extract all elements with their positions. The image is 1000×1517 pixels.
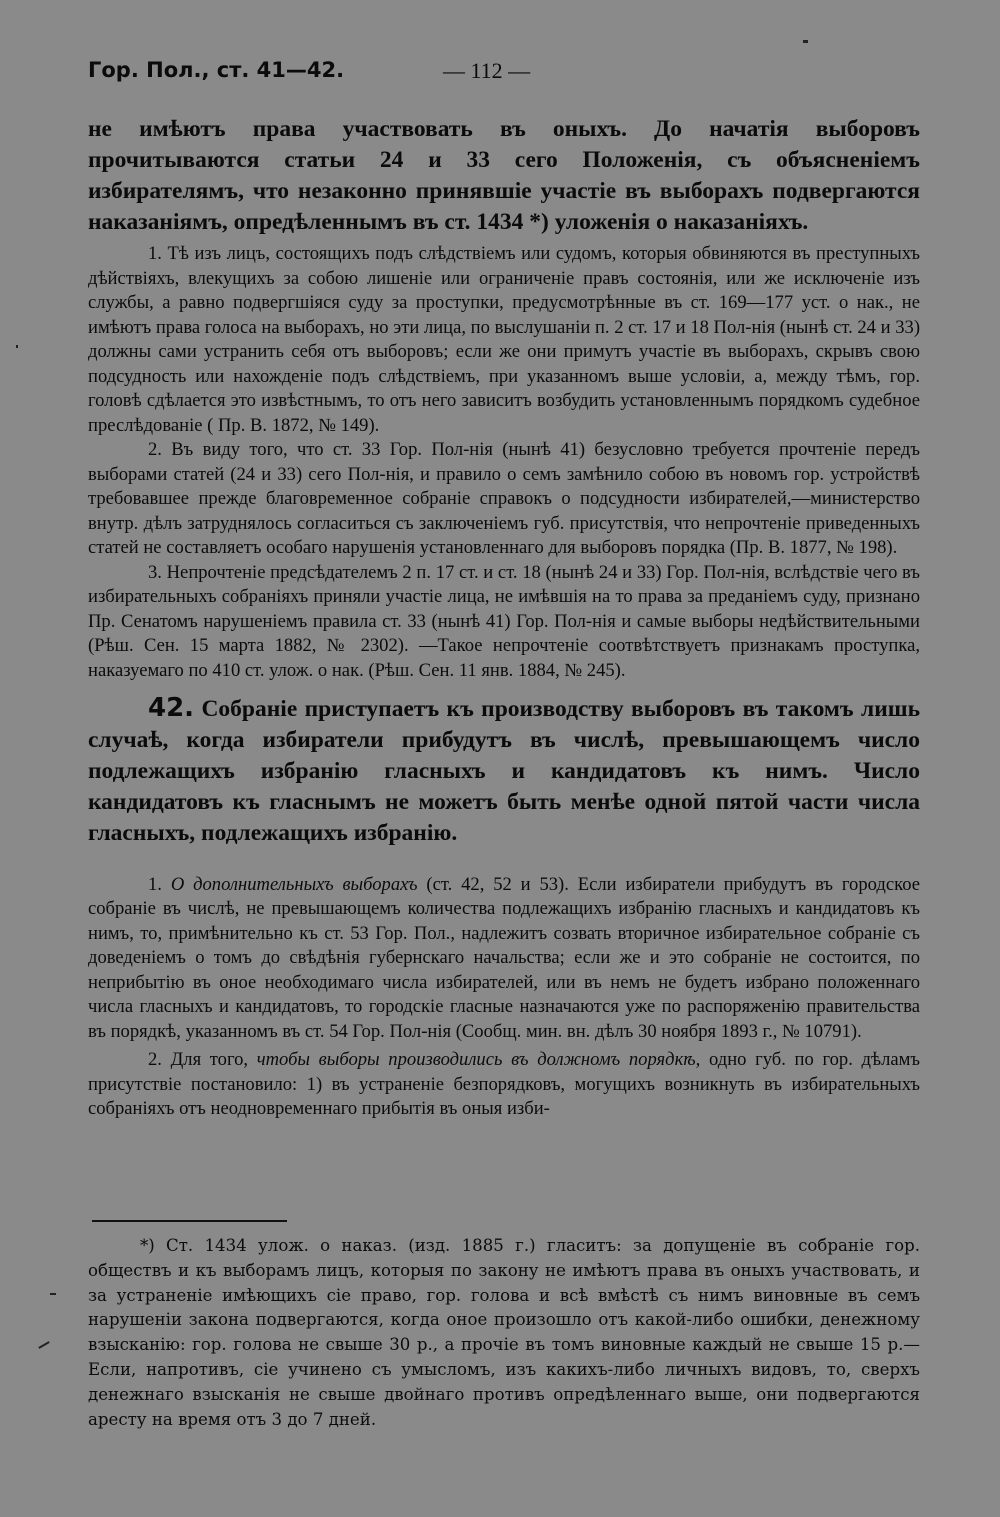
footnote: *) Ст. 1434 улож. о наказ. (изд. 1885 г.) гласитъ: за допущеніе въ собраніе гор. обществъ и къ выборамъ лицъ, которыя по закону не имѣютъ права въ оныхъ участвовать, и за устраненіе имѣющихъ сіе право, гор. голова и всѣ вмѣстѣ съ нимъ виновные въ семъ нарушеніи закона подвергаются, когда оное произошло отъ какой-либо ошибки, денежному взысканію: гор. голова не свыше 30 р., а прочіе въ томъ виновные каждый не свыше 15 р.—Если, напротивъ, сіе учинено съ умысломъ, изъ какихъ-либо личныхъ видовъ, то, сверхъ денежнаго взысканія не свыше двойнаго противъ опредѣленнаго выше, они подвергаются аресту на время отъ 3 до 7 дней. [88, 1236, 920, 1429]
page-header [88, 52, 920, 92]
note-42-1-prefix: 1. [148, 873, 171, 895]
note-42-1-italic: О дополнительныхъ выборахъ [170, 873, 418, 895]
page-body [88, 52, 920, 1126]
running-head: Гор. Пол., ст. 41—42. [88, 58, 345, 82]
note-41-3: 3. Непрочтеніе предсѣдателемъ 2 п. 17 ст. и ст. 18 (нынѣ 24 и 33) Гор. Пол-нія, вслѣдствіе чего въ избирательныхъ собраніяхъ приняли участіе лица, не имѣвшія на то права за преданіемъ суду, признано Пр. Сенатомъ нарушеніемъ правила ст. 33 (нынѣ 41) Гор. Пол-нія и самые выборы недѣйствительными (Рѣш. Сен. 15 марта 1882, № 2302). —Такое непрочтеніе соотвѣтствуетъ признакамъ проступка, наказуемаго по 410 ст. улож. о нак. (Рѣш. Сен. 11 янв. 1884, № 245). [88, 561, 920, 681]
article-42 [88, 693, 920, 849]
note-42-2-italic: чтобы выборы производились въ должномъ порядкѣ, [256, 1049, 701, 1070]
scan-speck [38, 1341, 49, 1349]
scan-speck [50, 1293, 56, 1295]
note-42-2-prefix: 2. Для того, [148, 1049, 257, 1070]
note-41-1: 1. Тѣ изъ лицъ, состоящихъ подъ слѣдствіемъ или судомъ, которыя обвиняются въ преступныхъ дѣйствіяхъ, влекущихъ за собою лишеніе или ограниченіе правъ состоянія, или же исключеніе изъ службы, а равно подвергшіяся суду за проступки, предусмотрѣнные въ ст. 169—177 уст. о нак., не имѣютъ права голоса на выборахъ, но эти лица, по выслушаніи п. 2 ст. 17 и 18 Пол-нія (нынѣ ст. 24 и 33) должны сами устранить себя отъ выборовъ; если же они примутъ участіе въ выборахъ, скрывъ свою подсудность или нахожденіе подъ слѣдствіемъ, при указанномъ выше условіи, а, между тѣмъ, гор. головѣ сдѣлается это извѣстнымъ, то отъ него зависитъ возбудить установленнымъ порядкомъ судебное преслѣдованіе ( Пр. В. 1872, № 149). [88, 243, 921, 436]
page-number: — 112 — [443, 58, 531, 83]
note-42-2 [88, 1048, 920, 1122]
footnote-rule [92, 1220, 287, 1222]
notes-article-41 [88, 242, 920, 683]
article-42-text: Собраніе приступаетъ къ производству выборовъ въ такомъ лишь случаѣ, когда избиратели прибудутъ въ числѣ, превышающемъ число подлежащихъ избранію гласныхъ и кандидатовъ къ нимъ. Число кандидатовъ къ гласнымъ не можетъ быть менѣе одной пятой части числа гласныхъ, подлежащихъ избранію. [88, 696, 920, 846]
notes-article-42 [88, 873, 920, 1122]
article-41-continuation [88, 114, 920, 238]
note-42-1-text: (ст. 42, 52 и 53). Если избиратели прибудутъ въ городское собраніе въ числѣ, не превышающемъ количества подлежащихъ избранію гласныхъ и кандидатовъ къ нимъ, то, примѣнительно къ ст. 53 Гор. Пол., надлежитъ созвать вторичное избирательное собраніе съ доведеніемъ о томъ до свѣдѣнія губернскаго начальства; если же и это собраніе не состоится, по неприбытію въ оное необходимаго числа избирателей, или въ немъ не будетъ избрано положеннаго числа гласныхъ и кандидатовъ, то городскіе гласные назначаются уже по распоряженію правительства въ порядкѣ, указанномъ въ ст. 54 Гор. Пол-нія (Сообщ. мин. вн. дѣлъ 30 ноября 1893 г., № 10791). [88, 873, 920, 1042]
scan-speck [16, 345, 18, 348]
note-42-1 [88, 873, 920, 1045]
note-41-2: 2. Въ виду того, что ст. 33 Гор. Пол-нія (нынѣ 41) безусловно требуется прочтеніе передъ выборами статей (24 и 33) сего Пол-нія, и правило о семъ замѣнило собою въ новомъ гор. устройствѣ требовавшее прежде благовременное собраніе справокъ о подсудности избирателей,—министерство внутр. дѣлъ затруднялось согласиться съ заключеніемъ губ. присутствія, что непрочтеніе приведенныхъ статей не составляетъ особаго нарушенія установленнаго для выборовъ порядка (Пр. В. 1877, № 198). [88, 439, 920, 558]
main-paragraph: не имѣютъ права участвовать въ оныхъ. До начатія выборовъ прочитываются статьи 24 и 33 сего Положенія, съ объясненіемъ избирателямъ, что незаконно принявшіе участіе въ выборахъ подвергаются наказаніямъ, опредѣленнымъ въ ст. 1434 *) уложенія о наказаніяхъ. [88, 116, 920, 235]
article-number: 42. [148, 693, 195, 723]
note-42-2-text: одно губ. по гор. дѣламъ присутствіе постановило: 1) въ устраненіе безпорядковъ, могущихъ возникнуть въ избирательныхъ собраніяхъ отъ неодновременнаго прибытія въ оныя изби- [88, 1049, 921, 1119]
scan-speck [803, 40, 808, 43]
